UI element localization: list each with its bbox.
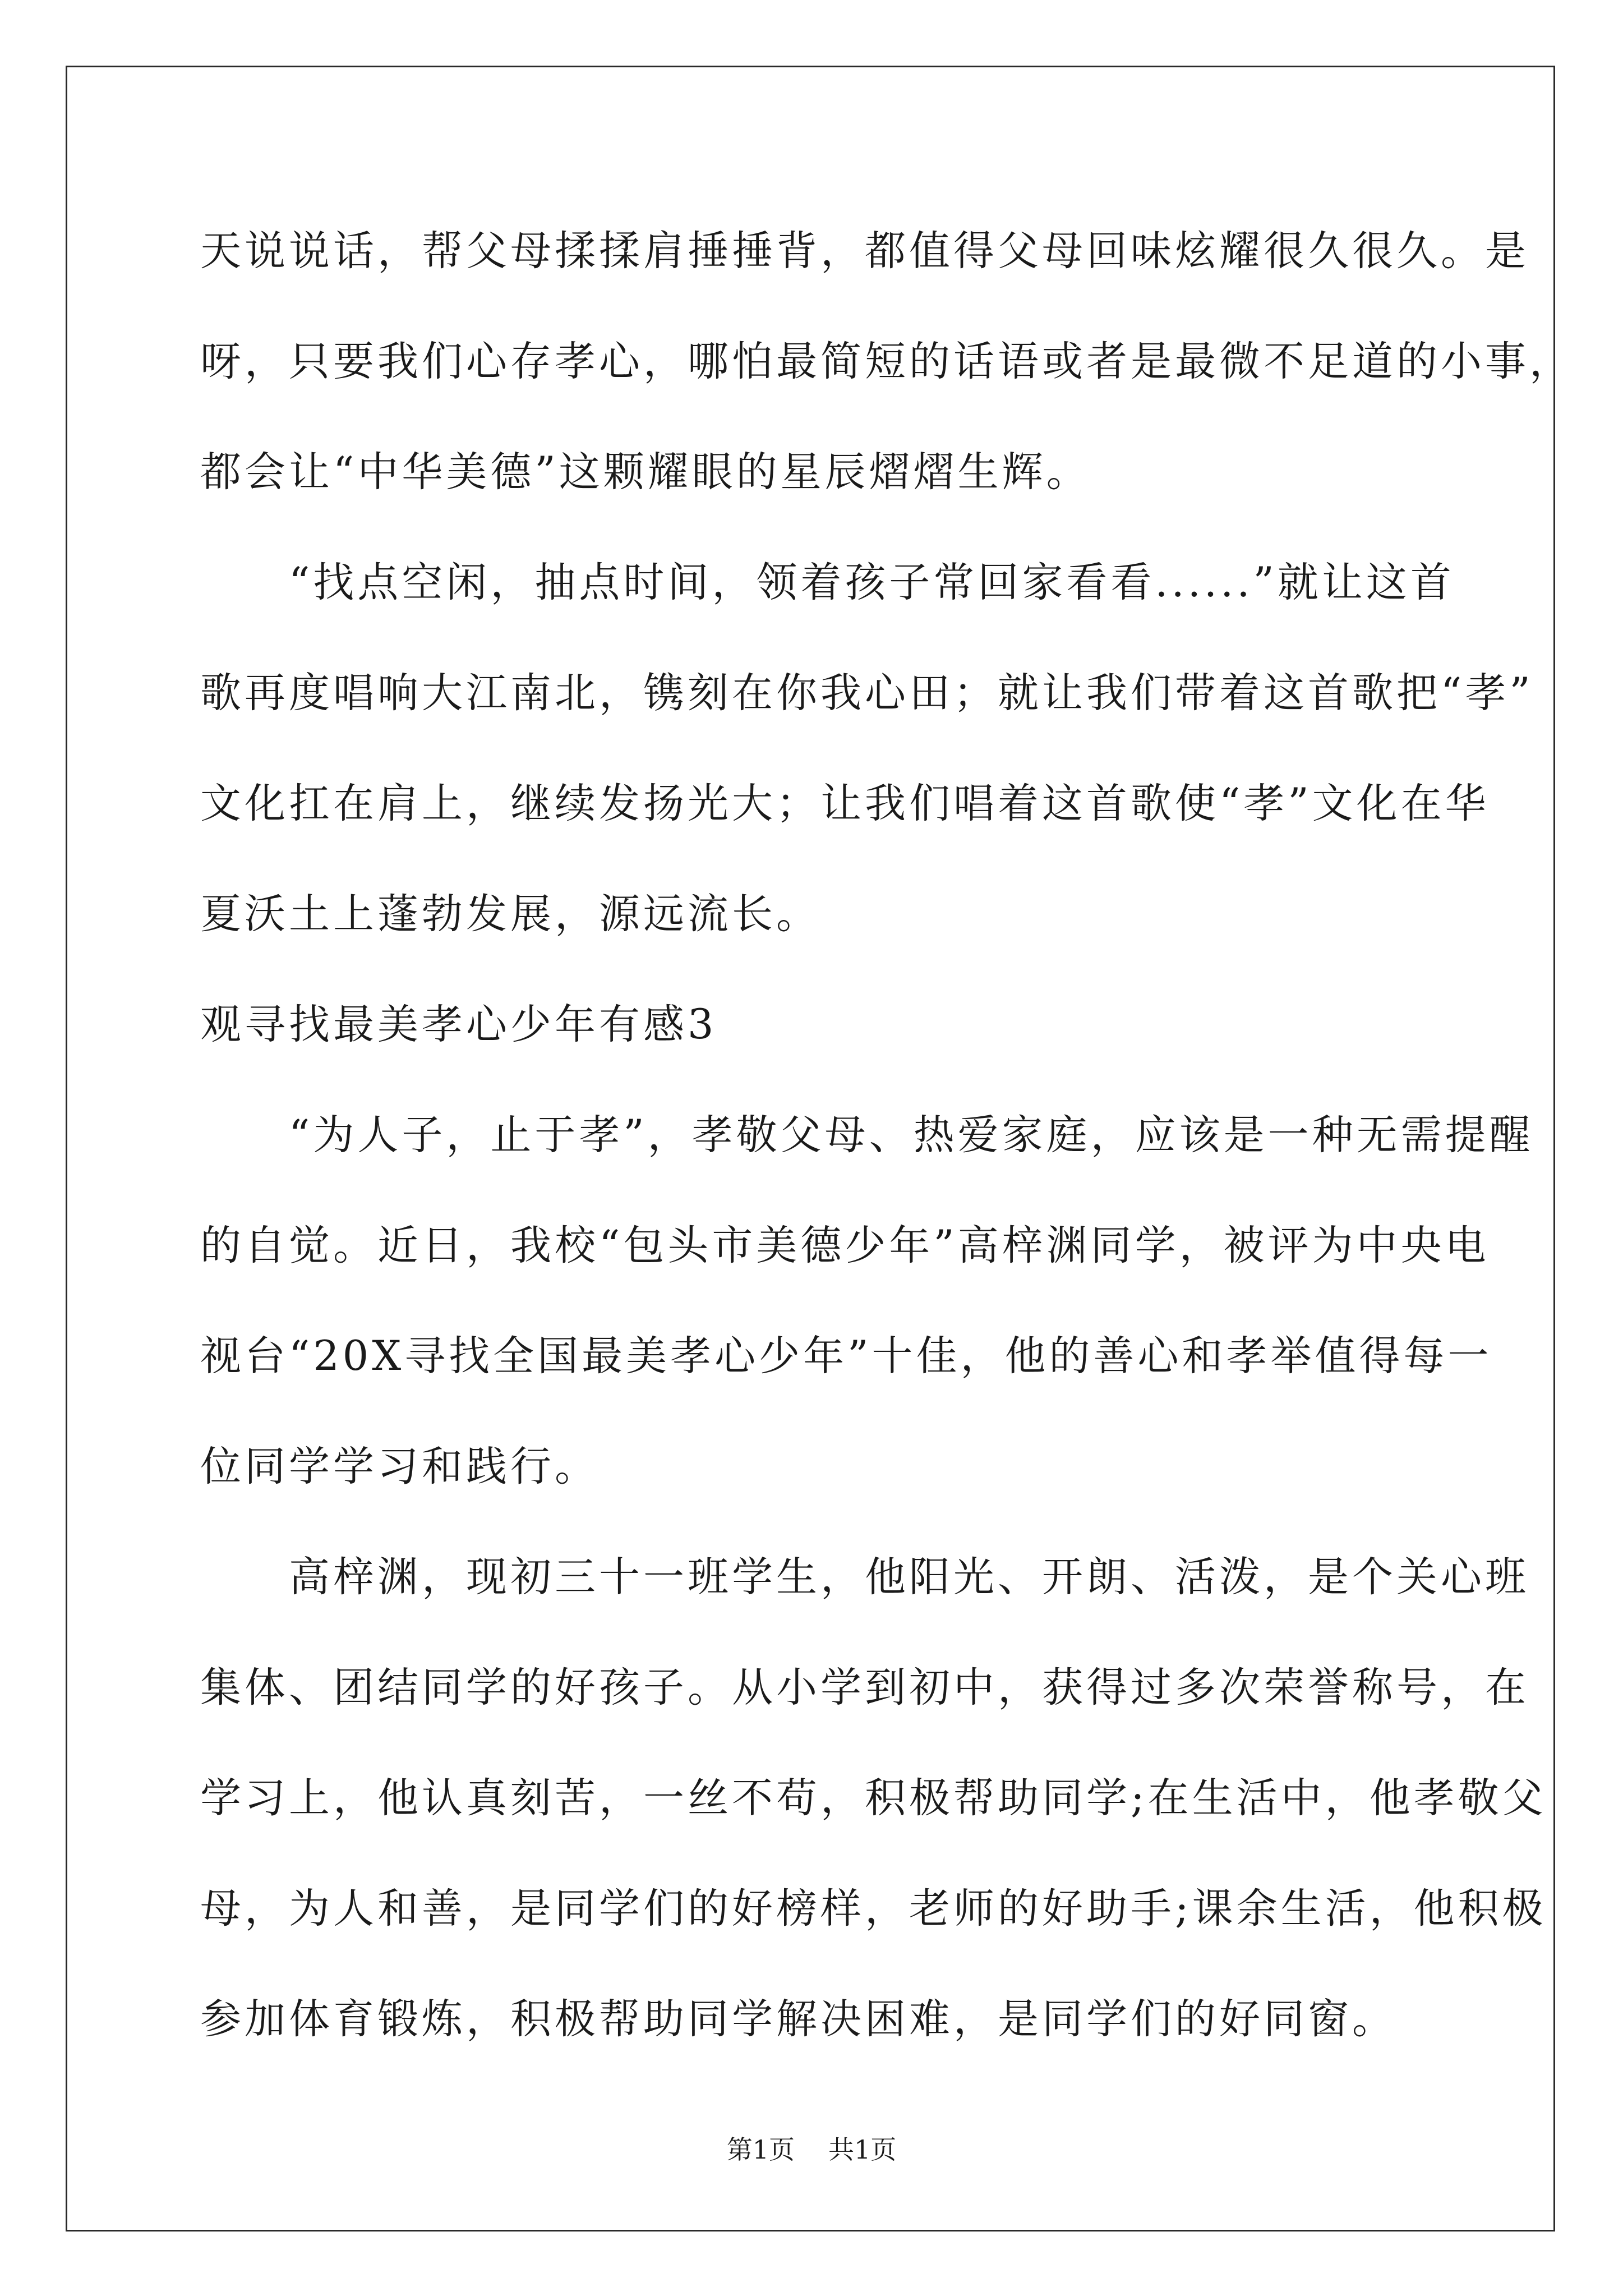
text-line: 都会让“中华美德”这颗耀眼的星辰熠熠生辉。 [200,448,1091,496]
text-line: 视台“20X寻找全国最美孝心少年”十佳，他的善心和孝举值得每一 [200,1332,1492,1380]
text-line: 高梓渊，现初三十一班学生，他阳光、开朗、活泼，是个关心班 [200,1553,1529,1601]
text-line: “为人子，止于孝”，孝敬父母、热爱家庭，应该是一种无需提醒 [200,1111,1534,1159]
text-line: 呀，只要我们心存孝心，哪怕最简短的话语或者是最微不足道的小事， [200,338,1574,385]
text-line: 学习上，他认真刻苦，一丝不苟，积极帮助同学;在生活中，他孝敬父 [200,1774,1547,1822]
text-line: 集体、团结同学的好孩子。从小学到初中，获得过多次荣誉称号，在 [200,1664,1529,1711]
text-line: “找点空闲，抽点时间，领着孩子常回家看看......”就让这首 [200,559,1455,606]
page-total: 共1页 [828,2134,897,2165]
text-line: 参加体育锻炼，积极帮助同学解决困难，是同学们的好同窗。 [200,1995,1396,2043]
text-line: 天说说话，帮父母揉揉肩捶捶背，都值得父母回味炫耀很久很久。是 [200,227,1529,275]
section-heading: 观寻找最美孝心少年有感3 [200,1001,717,1048]
text-line: 歌再度唱响大江南北，镌刻在你我心田；就让我们带着这首歌把“孝” [200,669,1534,717]
text-line: 位同学学习和践行。 [200,1443,599,1490]
document-body [200,208,1574,2086]
text-line: 文化扛在肩上，继续发扬光大；让我们唱着这首歌使“孝”文化在华 [200,780,1490,827]
page-footer [0,2129,1623,2166]
page-number: 第1页 [726,2134,795,2165]
text-line: 母，为人和善，是同学们的好榜样，老师的好助手;课余生活，他积极 [200,1885,1547,1932]
text-line: 的自觉。近日，我校“包头市美德少年”高梓渊同学，被评为中央电 [200,1222,1490,1269]
text-line: 夏沃土上蓬勃发展，源远流长。 [200,890,820,938]
